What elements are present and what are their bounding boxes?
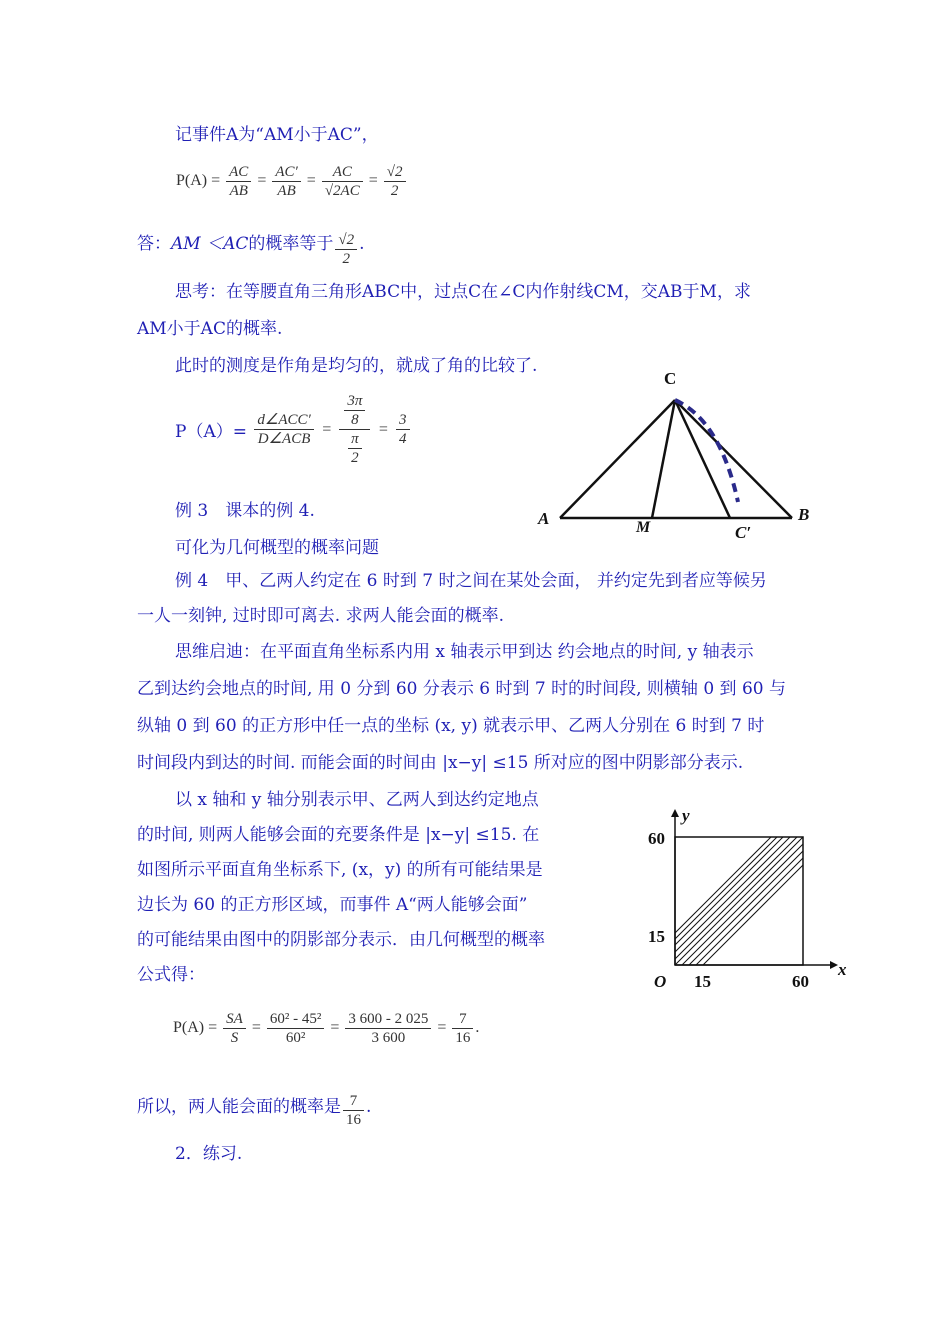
side-ac bbox=[560, 400, 675, 518]
text-line: 例 4 甲、乙两人约定在 6 时到 7 时之间在某处会面， 并约定先到者应等候另 bbox=[175, 571, 767, 591]
tick-y-60: 60 bbox=[648, 829, 665, 848]
formula-probability-ratio: P(A) = $\frac{AC}{AB}$ = $\frac{AC'}{AB}$ = $\frac{AC}{√2AC}$ = $\frac{√2}{2}$ bbox=[176, 163, 408, 200]
ray-cm bbox=[652, 400, 675, 518]
label-x: x bbox=[838, 960, 847, 979]
text-line: 思考：在等腰直角三角形ABC中，过点C在∠C内作射线CM，交AB于M，求 bbox=[175, 282, 751, 302]
text-line: 记事件A为“AM小于AC”， bbox=[175, 125, 379, 145]
text-line: 的可能结果由图中的阴影部分表示．由几何概型的概率 bbox=[137, 930, 545, 950]
tick-y-15: 15 bbox=[648, 927, 665, 946]
text-line: AM小于AC的概率. bbox=[137, 319, 283, 339]
text-line: 以 x 轴和 y 轴分别表示甲、乙两人到达约定地点 bbox=[175, 790, 539, 810]
label-b: B bbox=[798, 505, 810, 524]
triangle-figure bbox=[530, 360, 820, 545]
text-line: 的时间, 则两人能够会面的充要条件是 |x−y| ≤15. 在 bbox=[137, 825, 540, 845]
y-axis-arrow-icon bbox=[671, 809, 679, 817]
tick-x-60: 60 bbox=[792, 972, 809, 991]
text-line: 思维启迪：在平面直角坐标系内用 x 轴表示甲到达 约会地点的时间, y 轴表示 bbox=[175, 642, 754, 662]
text-line: 纵轴 0 到 60 的正方形中任一点的坐标 (x, y) 就表示甲、乙两人分别在 6 时到 7 时 bbox=[137, 716, 765, 736]
label-origin: O bbox=[654, 972, 667, 991]
label-a: A bbox=[538, 509, 550, 528]
formula-angle-ratio: P（A）= $\frac{\text{d∠ACC′}}{\text{D∠ACB}}$ = $\frac{\frac{3\pi}{8}}{\frac{\pi}{2}}$ = $\frac{3}{4}$ bbox=[175, 392, 412, 467]
label-y: y bbox=[682, 806, 690, 825]
meeting-region-graph bbox=[640, 805, 855, 995]
text-line: 边长为 60 的正方形区域，而事件 A“两人能够会面” bbox=[137, 895, 528, 915]
text-line: 此时的测度是作角是均匀的，就成了角的比较了. bbox=[175, 356, 538, 376]
tick-x-15: 15 bbox=[694, 972, 711, 991]
text-line: 公式得： bbox=[137, 965, 205, 985]
practice-heading: 2．练习. bbox=[175, 1144, 243, 1164]
label-m: M bbox=[636, 519, 651, 536]
text-line: 时间段内到达的时间. 而能会面的时间由 |x−y| ≤15 所对应的图中阴影部分表示. bbox=[137, 753, 744, 773]
text-line: 例 3 课本的例 4. bbox=[175, 501, 315, 521]
final-answer-line: 所以，两人能会面的概率是 $\frac{7}{16}$ . bbox=[137, 1093, 372, 1128]
label-c: C bbox=[664, 369, 677, 388]
formula-meeting-probability: P(A) = $\frac{SA}{S}$ = $\frac{\text{60² - 45²}}{\text{60²}}$ = $\frac{3 600 - 2 025}{3 600}$ = $\frac{7}{16}$ . bbox=[173, 1011, 480, 1046]
shaded-band bbox=[675, 805, 803, 965]
label-c-prime: C′ bbox=[735, 523, 752, 542]
x-axis-arrow-icon bbox=[830, 961, 838, 969]
text-line: 乙到达约会地点的时间, 用 0 分到 60 分表示 6 时到 7 时的时间段, 则横轴 0 到 60 与 bbox=[137, 679, 786, 699]
text-line: 可化为几何概型的概率问题 bbox=[175, 538, 379, 558]
side-cb bbox=[675, 400, 792, 518]
arc-dashed bbox=[675, 400, 738, 502]
text-line: 如图所示平面直角坐标系下, (x，y) 的所有可能结果是 bbox=[137, 860, 543, 880]
segment-cc-prime bbox=[675, 400, 730, 518]
text-line: 一人一刻钟, 过时即可离去. 求两人能会面的概率. bbox=[137, 606, 505, 626]
answer-line: 答：AM ＜AC的概率等于 $\frac{√2}{2}$ . bbox=[137, 232, 365, 267]
